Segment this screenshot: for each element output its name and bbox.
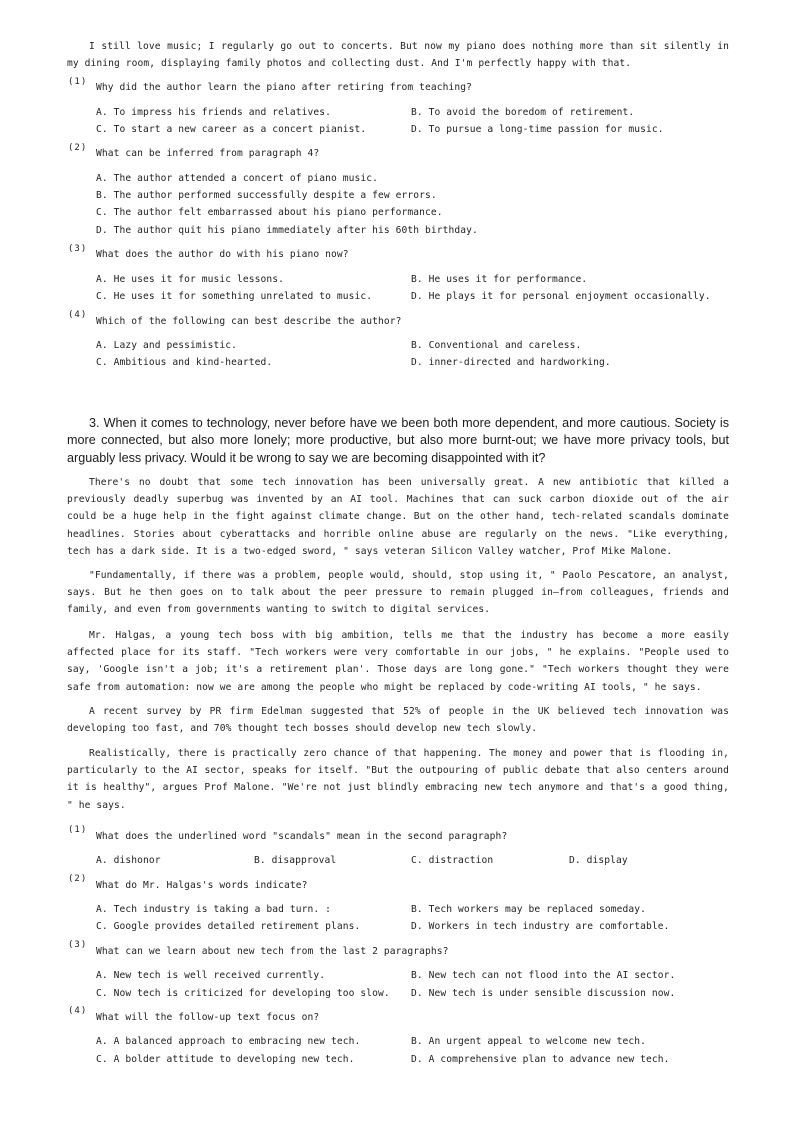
option-a[interactable]: A. A balanced approach to embracing new tech. (96, 1036, 361, 1047)
option-a[interactable]: A. New tech is well received currently. (96, 970, 326, 981)
option-c[interactable]: C. Google provides detailed retirement plans. (96, 921, 361, 932)
passage3-paragraph: "Fundamentally, if there was a problem, people would, should, stop using it, " Paolo Pescatore, an analyst, says. But he then goes on to talk about the peer pressure to remain plugged in—from colleagues, friends and family, and even from governments wanting to switch to digital services. (67, 570, 729, 616)
option-d[interactable]: D. A comprehensive plan to advance new tech. (411, 1054, 670, 1065)
option-d[interactable]: D. The author quit his piano immediately after his 60th birthday. (96, 225, 478, 236)
question-text: Why did the author learn the piano after retiring from teaching? (96, 82, 473, 93)
option-c[interactable]: C. He uses it for something unrelated to music. (96, 291, 373, 302)
option-b[interactable]: B. To avoid the boredom of retirement. (411, 107, 635, 118)
passage2-closing-paragraph: I still love music; I regularly go out to concerts. But now my piano does nothing more than sit silently in my dining room, displaying family photos and collecting dust. And I'm perfectly happy with that. (67, 41, 729, 70)
option-c[interactable]: C. The author felt embarrassed about his piano performance. (96, 207, 443, 218)
option-c[interactable]: C. A bolder attitude to developing new tech. (96, 1054, 355, 1065)
question-text: Which of the following can best describe the author? (96, 316, 402, 327)
question-number: (2) (68, 143, 88, 153)
question-text: What does the author do with his piano now? (96, 249, 349, 260)
option-a[interactable]: A. To impress his friends and relatives. (96, 107, 332, 118)
passage3-paragraph: There's no doubt that some tech innovation has been universally great. A new antibiotic that killed a previously deadly superbug was invented by an AI tool. Machines that can suck carbon dioxide out of the air could be a huge help in the fight against climate change. But on the other hand, tech-related scandals dominate headlines. Stories about cyberattacks and horrible online abuse are regularly on the news. "Like everything, tech has a dark side. It is a two-edged sword, " says veteran Silicon Valley watcher, Prof Mike Malone. (67, 477, 729, 557)
question-text: What can be inferred from paragraph 4? (96, 148, 320, 159)
option-a[interactable]: A. dishonor (96, 855, 161, 866)
option-d[interactable]: D. Workers in tech industry are comfortable. (411, 921, 670, 932)
question-text: What do Mr. Halgas's words indicate? (96, 880, 308, 891)
option-a[interactable]: A. He uses it for music lessons. (96, 274, 285, 285)
question-number: (4) (68, 1006, 88, 1016)
question-number: (3) (68, 244, 88, 254)
option-a[interactable]: A. Tech industry is taking a bad turn. : (96, 904, 332, 915)
passage3-paragraph: Mr. Halgas, a young tech boss with big ambition, tells me that the industry has become a more easily affected place for its staff. "Tech workers were very comfortable in our jobs, " he explains. "People used to say, 'Google isn't a job; it's a retirement plan'. Those days are long gone." "Tech workers thought they were safe from automation: now we are among the people who might be replaced by code-writing AI tools, " he says. (67, 630, 729, 693)
option-b[interactable]: B. Conventional and careless. (411, 340, 582, 351)
option-b[interactable]: B. New tech can not flood into the AI sector. (411, 970, 676, 981)
passage3-paragraph: A recent survey by PR firm Edelman suggested that 52% of people in the UK believed tech innovation was developing too fast, and 70% thought tech bosses should develop new tech slowly. (67, 706, 729, 735)
question-text: What can we learn about new tech from the last 2 paragraphs? (96, 946, 449, 957)
passage3-intro-paragraph: 3. When it comes to technology, never before have we been both more dependent, and more cautious. Society is more connected, but also more lonely; more productive, but also more burnt-out; we have more privacy tools, but arguably less privacy. Would it be wrong to say we are becoming disappointed with it? (67, 416, 729, 465)
option-d[interactable]: D. New tech is under sensible discussion now. (411, 988, 676, 999)
question-number: (1) (68, 77, 88, 87)
option-d[interactable]: D. To pursue a long-time passion for music. (411, 124, 664, 135)
option-b[interactable]: B. disapproval (254, 855, 337, 866)
option-b[interactable]: B. Tech workers may be replaced someday. (411, 904, 647, 915)
option-b[interactable]: B. The author performed successfully despite a few errors. (96, 190, 437, 201)
option-c[interactable]: C. Now tech is criticized for developing too slow. (96, 988, 390, 999)
question-number: (1) (68, 825, 88, 835)
question-text: What does the underlined word "scandals" mean in the second paragraph? (96, 831, 508, 842)
question-number: (2) (68, 874, 88, 884)
question-number: (3) (68, 940, 88, 950)
option-c[interactable]: C. To start a new career as a concert pianist. (96, 124, 367, 135)
option-a[interactable]: A. The author attended a concert of piano music. (96, 173, 379, 184)
option-b[interactable]: B. An urgent appeal to welcome new tech. (411, 1036, 647, 1047)
option-b[interactable]: B. He uses it for performance. (411, 274, 588, 285)
option-d[interactable]: D. He plays it for personal enjoyment occasionally. (411, 291, 711, 302)
option-d[interactable]: D. inner-directed and hardworking. (411, 357, 611, 368)
passage3-paragraph: Realistically, there is practically zero chance of that happening. The money and power that is flooding in, particularly to the AI sector, speaks for itself. "But the outpouring of public debate that also centers around it is healthy", argues Prof Malone. "We're not just blindly embracing new tech anymore and that's a good thing, " he says. (67, 748, 729, 811)
option-d[interactable]: D. display (569, 855, 628, 866)
question-text: What will the follow-up text focus on? (96, 1012, 320, 1023)
option-c[interactable]: C. Ambitious and kind-hearted. (96, 357, 273, 368)
question-number: (4) (68, 310, 88, 320)
option-a[interactable]: A. Lazy and pessimistic. (96, 340, 238, 351)
option-c[interactable]: C. distraction (411, 855, 494, 866)
